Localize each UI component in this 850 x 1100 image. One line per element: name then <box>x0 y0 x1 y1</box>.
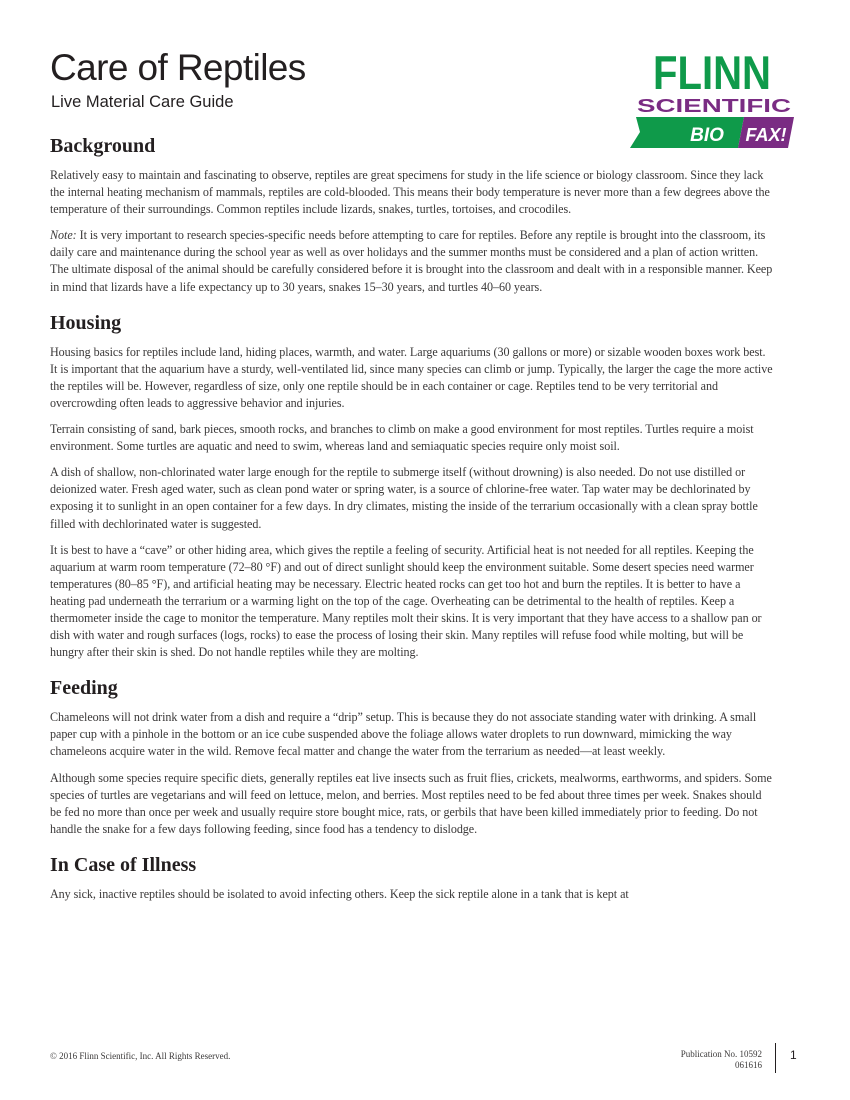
footer-publication-number: Publication No. 10592 <box>680 1049 762 1059</box>
feeding-paragraph-2: Although some species require specific diets, generally reptiles eat live insects such as fruit flies, crickets, mealworms, earthworms, and spiders. Some species of turtles are vegetarians and will feed on lettuce, melon, and berries. Most reptiles need to be fed about three times per week. Snakes should be fed no more than once per week and usually require store bought mice, rats, or gerbils that have been killed immediately prior to feeding. Do not handle the snake for a few days following feeding, since food has a tendency to dislodge. <box>50 770 772 836</box>
section-illness <box>50 852 774 903</box>
logo-flinn-text: FLINN <box>653 46 771 99</box>
note-text: It is very important to research species-specific needs before attempting to care for reptiles. Before any reptile is brought into the classroom, its daily care and maintenance during the school year as well as over holidays and the summer months must be considered and a plan of action written. The ultimate disposal of the animal should be carefully considered before it is brought into the classroom and dealt with in a responsible manner. Keep in mind that lizards have a life expectancy up to 30 years, snakes 15–30 years, and turtles 40–60 years. <box>50 228 773 294</box>
housing-paragraph-1: Housing basics for reptiles include land, hiding places, warmth, and water. Large aquariums (30 gallons or more) or sizable wooden boxes work best. It is important that the aquarium have a sturdy, well-ventilated lid, since many species can climb or jump. Typically, the larger the cage the more active the reptiles will be. However, regardless of size, only one reptile should be in each container or cage. Reptiles tend to be very territorial and overcrowding often leads to aggressive behavior and injuries. <box>50 344 773 410</box>
section-background <box>50 133 774 296</box>
section-heading-housing: Housing <box>50 311 122 334</box>
logo-bio-text: BIO <box>690 125 724 146</box>
footer-publication-code: 061616 <box>735 1060 762 1070</box>
footer-copyright: © 2016 Flinn Scientific, Inc. All Rights Reserved. <box>50 1051 231 1061</box>
housing-paragraph-4: It is best to have a “cave” or other hiding area, which gives the reptile a feeling of security. Artificial heat is not needed for all reptiles. Keeping the aquarium at warm room temperature (72–80 °F) and out of direct sunlight should keep the environment suitable. Some desert species need warmer temperatures (80–85 °F), and artificial heating may be necessary. Electric heated rocks can get too hot and burn the reptiles. It is better to have a heating pad underneath the terrarium or a warming light on the top of the cage. Overheating can be detrimental to the health of reptiles. Keep a thermometer inside the cage to monitor the temperature. Many reptiles molt their skins. It is very important that they have access to a shallow pan or dish with water and rough surfaces (logs, rocks) to ease the process of losing their skin. Many reptiles will refuse food while molting, but will be hungry after their skin is shed. Do not handle reptiles while they are molting. <box>50 542 762 660</box>
logo-scientific-text: SCIENTIFIC <box>637 96 791 116</box>
housing-paragraph-3: A dish of shallow, non-chlorinated water large enough for the reptile to submerge itself (without drowning) is also needed. Do not use distilled or deionized water. Fresh aged water, such as clean pond water or spring water, is a source of chlorine-free water. Tap water may be dechlorinated by exposing it to sunlight in an open container for a few days. In dry climates, misting the inside of the terrarium occasionally with a clean spray bottle filled with dechlorinated water is suggested. <box>50 465 758 531</box>
housing-paragraph-2: Terrain consisting of sand, bark pieces, smooth rocks, and branches to climb on make a good environment for most reptiles. Turtles require a moist environment. Some turtles are aquatic and need to swim, whereas land and semiaquatic species require only moist soil. <box>50 422 754 454</box>
feeding-paragraph-1: Chameleons will not drink water from a dish and require a “drip” setup. This is because they do not associate standing water with drinking. A small paper cup with a pinhole in the bottom or an ice cube suspended above the foliage allows water droplets to run downward, mimicking the way chameleons acquire water in the wild. Remove fecal matter and change the water from the terrarium as needed—at least weekly. <box>50 710 757 759</box>
main-content <box>50 133 774 917</box>
section-heading-feeding: Feeding <box>50 677 118 700</box>
page-number: 1 <box>790 1048 797 1062</box>
background-paragraph-2 <box>50 227 774 295</box>
background-paragraph-1: Relatively easy to maintain and fascinating to observe, reptiles are great specimens for study in the life science or biology classroom. Since they lack the internal heating mechanism of mammals, reptiles are cold-blooded. This means their body temperature is never more than a few degrees above the temperature of their surroundings. Common reptiles include lizards, snakes, turtles, tortoises, and crocodiles. <box>50 168 770 217</box>
section-feeding <box>50 675 774 838</box>
logo-fax-text: FAX! <box>745 125 787 145</box>
note-label: Note: <box>50 228 77 243</box>
section-heading-background: Background <box>50 135 156 157</box>
page-subtitle: Live Material Care Guide <box>51 93 234 111</box>
footer-divider <box>775 1043 776 1073</box>
illness-paragraph-1: Any sick, inactive reptiles should be isolated to avoid infecting others. Keep the sick reptile alone in a tank that is kept at <box>50 886 629 901</box>
page-title: Care of Reptiles <box>50 47 306 88</box>
section-housing <box>50 310 774 662</box>
section-heading-illness: In Case of Illness <box>50 853 197 876</box>
footer-publication-info <box>681 1049 762 1071</box>
